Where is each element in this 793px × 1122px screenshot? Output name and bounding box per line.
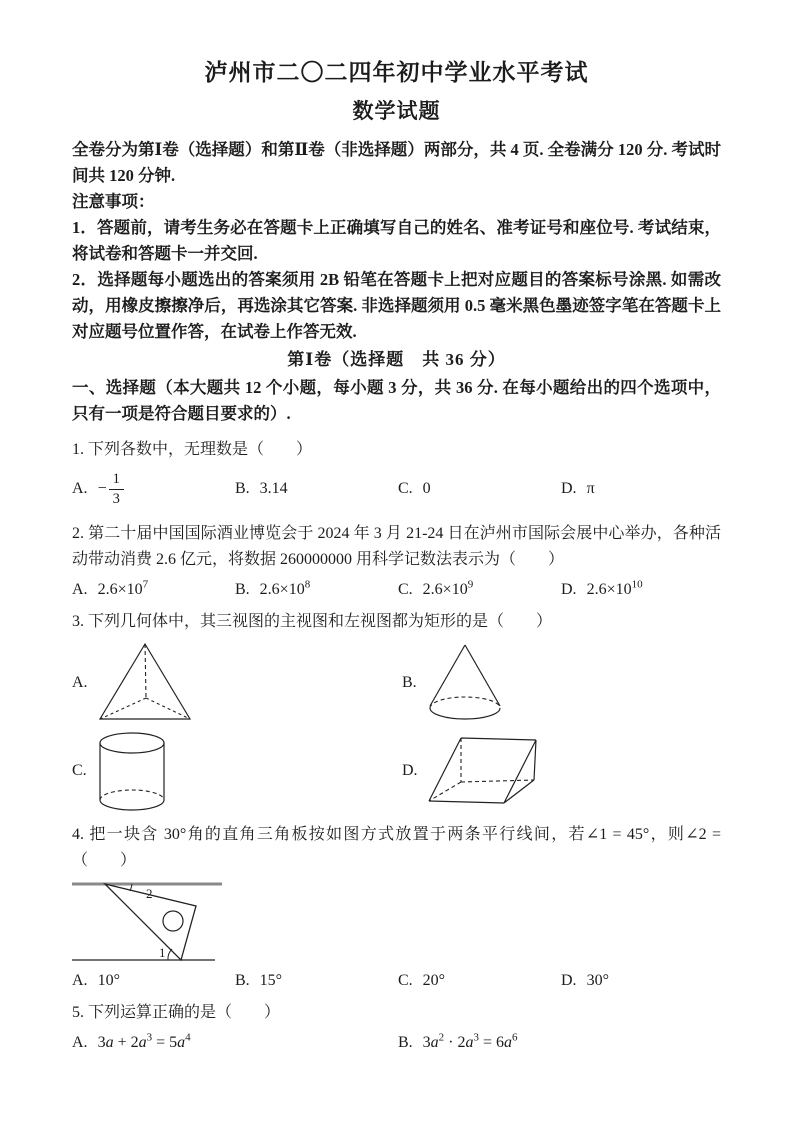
question-5	[72, 1000, 721, 1052]
exam-subtitle: 数学试题	[352, 99, 441, 123]
exponent: 9	[467, 578, 474, 591]
option-label: C.	[398, 480, 413, 497]
option-label: D.	[402, 762, 418, 779]
option-value: $3a^2 \cdot 2a^3 = 6a^6$	[422, 1031, 518, 1051]
figure-option-b	[402, 642, 721, 724]
option-value: 0	[422, 480, 431, 497]
set-square-hole	[163, 911, 183, 931]
figure-option-d	[402, 735, 721, 807]
triangular-pyramid-figure	[96, 641, 194, 725]
option-value: π	[586, 480, 595, 497]
question-3-figures	[72, 641, 721, 812]
option-a	[72, 1031, 398, 1052]
angle-1-label: 1	[159, 945, 166, 960]
question-2	[72, 521, 721, 599]
option-d	[561, 972, 721, 990]
option-b	[235, 480, 398, 498]
option-label: C.	[398, 581, 413, 598]
option-label: B.	[402, 674, 417, 691]
option-value	[586, 578, 643, 599]
option-c	[398, 972, 561, 990]
mantissa: 2.6×10	[422, 581, 468, 598]
section-description: 一、选择题（本大题共 12 个小题，每小题 3 分，共 36 分. 在每小题给出的四个选项中，只有一项是符合题目要求的）.	[72, 378, 721, 423]
option-label: C.	[72, 762, 87, 779]
option-label: A.	[72, 1034, 88, 1051]
option-a	[72, 578, 235, 599]
option-b	[235, 578, 398, 599]
mantissa: 2.6×10	[586, 581, 632, 598]
question-2-options	[72, 578, 721, 599]
exponent: 7	[142, 578, 149, 591]
option-label: A.	[72, 972, 88, 989]
question-1-options	[72, 467, 721, 511]
oblique-prism-figure	[426, 735, 541, 807]
section-title: 第Ⅰ卷（选择题 共 36 分）	[287, 350, 506, 369]
option-c	[398, 578, 561, 599]
option-label: B.	[398, 1034, 413, 1051]
cone-figure	[426, 642, 504, 724]
option-value: 3.14	[259, 480, 288, 497]
question-4-figure-wrap	[72, 880, 721, 964]
question-4-options	[72, 972, 721, 990]
option-value: 15°	[259, 972, 283, 989]
question-1-text: 1. 下列各数中，无理数是（ ）	[72, 441, 313, 458]
option-value	[259, 578, 311, 599]
option-label: D.	[561, 581, 577, 598]
option-c	[398, 480, 561, 498]
exponent: 8	[304, 578, 311, 591]
option-value: 20°	[422, 972, 446, 989]
option-label: A.	[72, 480, 88, 497]
question-5-text: 5. 下列运算正确的是（ ）	[72, 1004, 281, 1021]
question-4	[72, 822, 721, 990]
option-a	[72, 471, 235, 507]
question-1	[72, 437, 721, 511]
option-value: $3a + 2a^3 = 5a^4$	[97, 1031, 191, 1051]
fraction-numerator: 1	[109, 471, 124, 490]
intro-paragraph: 全卷分为第Ⅰ卷（选择题）和第Ⅱ卷（非选择题）两部分，共 4 页. 全卷满分 120 分. 考试时间共 120 分钟.	[72, 140, 721, 185]
figure-option-c	[72, 730, 402, 812]
option-d	[561, 480, 721, 498]
question-4-text: 4. 把一块含 30°角的直角三角板按如图方式放置于两条平行线间，若∠1 = 45°，则∠2 =（ ）	[72, 826, 721, 869]
exponent: 10	[631, 578, 643, 591]
option-label: B.	[235, 480, 250, 497]
parallel-lines-triangle-figure	[72, 880, 222, 964]
angle-2-label: 2	[146, 886, 153, 901]
option-label: A.	[72, 581, 88, 598]
option-label: C.	[398, 972, 413, 989]
minus-sign: −	[97, 479, 107, 497]
option-value	[98, 471, 124, 507]
option-label: A.	[72, 674, 88, 691]
option-d	[561, 578, 721, 599]
notice-heading: 注意事项：	[72, 192, 155, 211]
cylinder-figure	[96, 730, 168, 812]
notice-item-1: 1．答题前，请考生务必在答题卡上正确填写自己的姓名、准考证号和座位号. 考试结束，将试卷和答题卡一并交回.	[72, 218, 721, 263]
option-value: 10°	[97, 972, 120, 989]
option-b	[235, 972, 398, 990]
option-b	[398, 1031, 721, 1052]
option-label: D.	[561, 480, 577, 497]
option-label: B.	[235, 972, 250, 989]
option-value	[422, 578, 474, 599]
option-label: B.	[235, 581, 250, 598]
fraction-denominator: 3	[112, 490, 120, 507]
option-value: 30°	[586, 972, 609, 989]
figure-option-a	[72, 641, 402, 725]
question-5-options	[72, 1031, 721, 1052]
option-a	[72, 972, 235, 990]
question-3	[72, 609, 721, 812]
mantissa: 2.6×10	[97, 581, 143, 598]
option-label: D.	[561, 972, 577, 989]
mantissa: 2.6×10	[259, 581, 305, 598]
exam-title: 泸州市二〇二四年初中学业水平考试	[204, 60, 589, 85]
option-value	[97, 578, 149, 599]
question-2-text: 2. 第二十届中国国际酒业博览会于 2024 年 3 月 21-24 日在泸州市国际会展中心举办，各种活动带动消费 2.6 亿元，将数据 260000000 用科学记数法表示为（ ）	[72, 525, 721, 568]
fraction	[109, 471, 124, 507]
question-3-text: 3. 下列几何体中，其三视图的主视图和左视图都为矩形的是（ ）	[72, 613, 553, 630]
notice-item-2: 2．选择题每小题选出的答案须用 2B 铅笔在答题卡上把对应题目的答案标号涂黑. 如需改动，用橡皮擦擦净后，再选涂其它答案. 非选择题须用 0.5 毫米黑色墨迹签字笔在答题卡上对应题号位置作答，在试卷上作答无效.	[72, 270, 721, 341]
